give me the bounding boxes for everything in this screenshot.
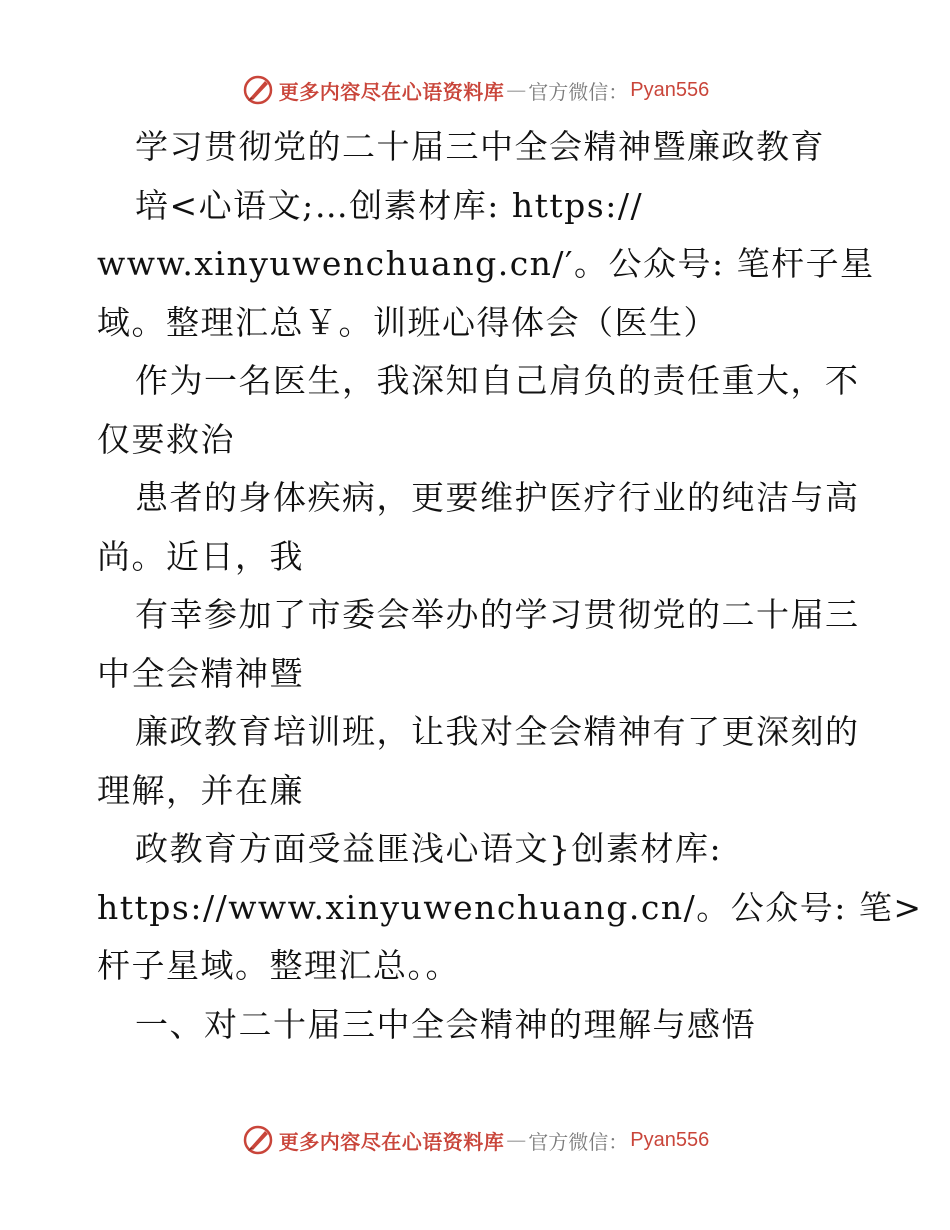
document-body [97,118,923,1054]
paragraph-line: 有幸参加了市委会举办的学习贯彻党的二十届三 [135,595,860,634]
quill-pen-logo-icon [241,1123,275,1157]
banner-wechat-id: Pyan556 [630,78,710,101]
paragraph-line: 域。整理汇总￥。训班心得体会（医生） [97,302,718,342]
banner-wechat-id: Pyan556 [630,1128,710,1151]
paragraph-line: https://www.xinyuwenchuang.cn/。公众号: 笔> [97,887,923,927]
quill-pen-logo-icon [241,73,275,107]
paragraph-line: 廉政教育培训班，让我对全会精神有了更深刻的 [135,712,860,751]
paragraph-line: 患者的身体疾病，更要维护医疗行业的纯洁与高 [135,478,860,517]
paragraph-line: 杆子星域。整理汇总。。 [97,946,460,985]
banner-wechat-label: 官方微信： [528,79,629,104]
paragraph-line: 政教育方面受益匪浅心语文}创素材库: [135,829,723,868]
section-heading: 一、对二十届三中全会精神的理解与感悟 [135,1004,756,1044]
banner-dash: — [506,1128,527,1152]
banner-main-text: 更多内容尽在心语资料库 [278,1129,505,1154]
paragraph-line: 仅要救治 [97,419,235,459]
paragraph-line: 尚。近日，我 [97,536,304,576]
paragraph-line: 作为一名医生，我深知自己肩负的责任重大，不 [135,361,860,400]
banner-wechat-label: 官方微信： [528,1129,629,1154]
banner-dash: — [506,78,527,102]
paragraph-line: 理解，并在廉 [97,770,304,810]
footer-banner [0,1118,950,1162]
header-banner [0,68,950,112]
document-title-line: 学习贯彻党的二十届三中全会精神暨廉政教育 [135,127,825,166]
banner-main-text: 更多内容尽在心语资料库 [278,79,505,104]
paragraph-line: 培<心语文;…创素材库: https:// [135,185,644,225]
paragraph-line: 中全会精神暨 [97,653,304,693]
paragraph-line: www.xinyuwenchuang.cn/′。公众号: 笔杆子星 [97,244,875,283]
